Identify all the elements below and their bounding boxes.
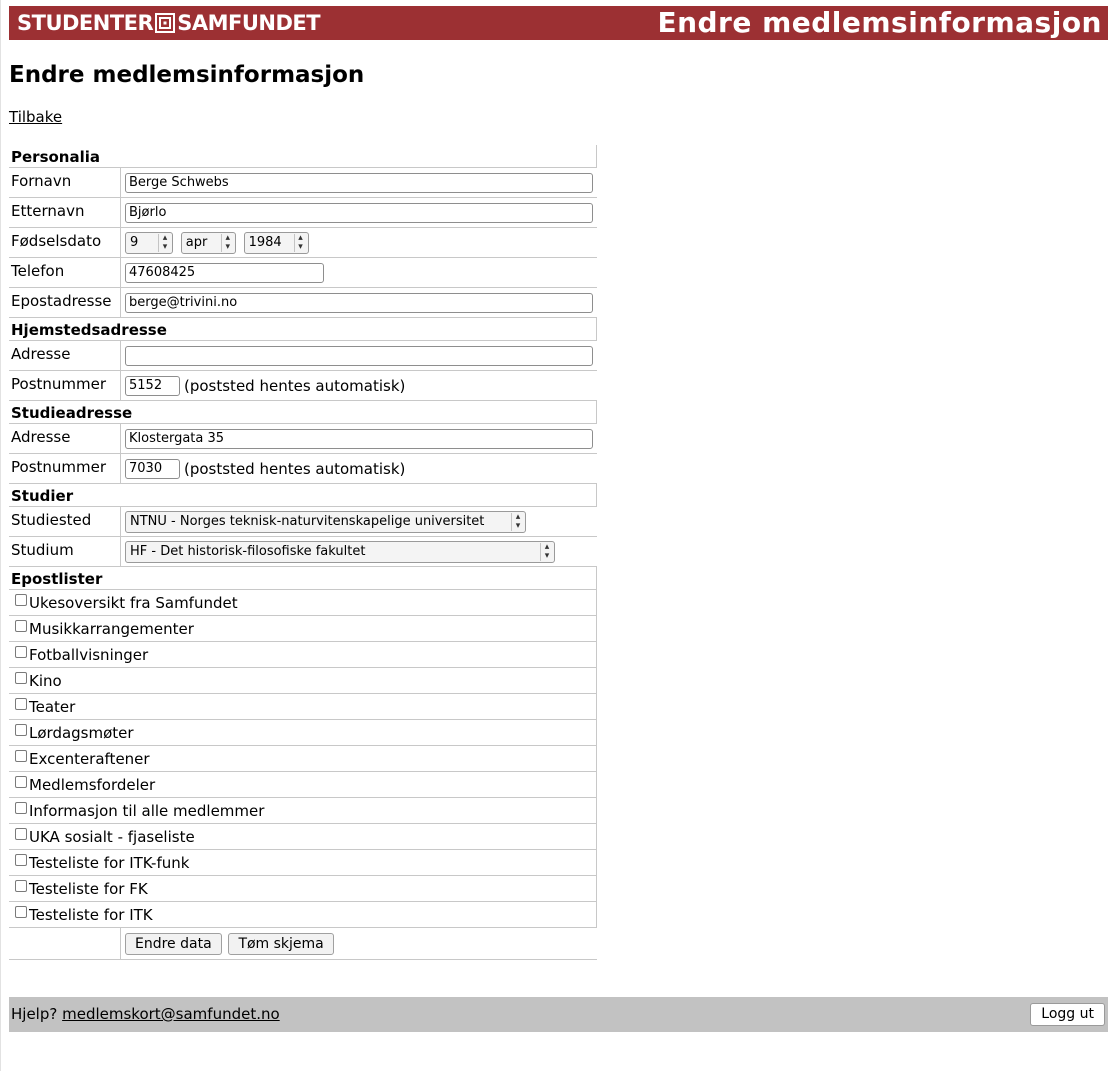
- mailing-list-cell: [9, 616, 597, 642]
- mailing-list-checkbox[interactable]: [15, 802, 27, 814]
- row-fornavn: [9, 168, 597, 198]
- mailing-list-checkbox[interactable]: [15, 646, 27, 658]
- section-studier: [9, 484, 597, 507]
- birth-month-select[interactable]: [181, 232, 236, 254]
- tom-skjema-button[interactable]: Tøm skjema: [228, 933, 333, 955]
- help-prefix: Hjelp?: [11, 1005, 58, 1023]
- field-label: Postnummer: [9, 371, 121, 401]
- select-arrows-icon: ▴ ▾: [158, 234, 170, 252]
- member-form: [9, 145, 597, 960]
- mailing-list-cell: [9, 668, 597, 694]
- field-label: Adresse: [9, 341, 121, 371]
- row-epost: [9, 288, 597, 318]
- select-arrows-icon: ▴ ▾: [540, 543, 552, 561]
- mailing-list-label: Musikkarrangementer: [29, 619, 194, 638]
- field-label: Postnummer: [9, 454, 121, 484]
- field-label: Fødselsdato: [9, 228, 121, 258]
- section-heading: Personalia: [9, 145, 597, 168]
- section-heading: Studier: [9, 484, 597, 507]
- poststed-hint: (poststed hentes automatisk): [184, 376, 406, 395]
- help-text: [11, 1005, 280, 1023]
- mailing-list-row: [9, 720, 597, 746]
- mailing-list-row: [9, 772, 597, 798]
- mailing-list-checkbox[interactable]: [15, 880, 27, 892]
- endre-data-button[interactable]: Endre data: [125, 933, 222, 955]
- row-studium: [9, 537, 597, 567]
- mailing-list-row: [9, 642, 597, 668]
- field-label: Studium: [9, 537, 121, 567]
- mailing-list-checkbox[interactable]: [15, 750, 27, 762]
- mailing-list-row: [9, 694, 597, 720]
- mailing-list-cell: [9, 590, 597, 616]
- mailing-list-checkbox[interactable]: [15, 698, 27, 710]
- select-arrows-icon: ▴ ▾: [511, 513, 523, 531]
- birth-year-value: 1984: [248, 234, 282, 250]
- studie-postnummer-input[interactable]: 7030: [125, 459, 180, 479]
- mailing-list-row: [9, 746, 597, 772]
- studium-select[interactable]: [125, 541, 555, 563]
- mailing-list-group: [9, 590, 597, 928]
- select-arrows-icon: ▴ ▾: [294, 234, 306, 252]
- section-personalia: [9, 145, 597, 168]
- mailing-list-cell: [9, 694, 597, 720]
- row-hjemsted-adresse: [9, 341, 597, 371]
- mailing-list-checkbox[interactable]: [15, 854, 27, 866]
- mailing-list-row: [9, 876, 597, 902]
- mailing-list-label: Kino: [29, 671, 62, 690]
- mailing-list-cell: [9, 850, 597, 876]
- mailing-list-cell: [9, 642, 597, 668]
- mailing-list-cell: [9, 772, 597, 798]
- hjemsted-adresse-input[interactable]: [125, 346, 593, 366]
- footer-bar: [9, 997, 1108, 1032]
- mailing-list-label: Medlemsfordeler: [29, 775, 156, 794]
- header-banner: [9, 6, 1108, 40]
- mailing-list-row: [9, 590, 597, 616]
- section-heading: Studieadresse: [9, 401, 597, 424]
- birth-day-select[interactable]: [125, 232, 173, 254]
- mailing-list-row: [9, 616, 597, 642]
- section-heading: Epostlister: [9, 567, 597, 590]
- mailing-list-label: Informasjon til alle medlemmer: [29, 801, 265, 820]
- row-studie-postnummer: [9, 454, 597, 484]
- mailing-list-cell: [9, 824, 597, 850]
- field-label: Telefon: [9, 258, 121, 288]
- row-hjemsted-postnummer: [9, 371, 597, 401]
- studiested-select[interactable]: [125, 511, 526, 533]
- section-epostlister: [9, 567, 597, 590]
- section-heading: Hjemstedsadresse: [9, 318, 597, 341]
- logo-text-left: STUDENTER: [17, 11, 154, 35]
- mailing-list-label: Ukesoversikt fra Samfundet: [29, 593, 238, 612]
- mailing-list-checkbox[interactable]: [15, 724, 27, 736]
- mailing-list-label: UKA sosialt - fjaseliste: [29, 827, 195, 846]
- section-studieadresse: [9, 401, 597, 424]
- mailing-list-label: Testeliste for ITK: [29, 905, 153, 924]
- poststed-hint: (poststed hentes automatisk): [184, 459, 406, 478]
- samfundet-logo: [17, 11, 320, 35]
- birth-day-value: 9: [130, 234, 139, 250]
- field-label: Studiested: [9, 507, 121, 537]
- mailing-list-cell: [9, 746, 597, 772]
- mailing-list-checkbox[interactable]: [15, 828, 27, 840]
- mailing-list-checkbox[interactable]: [15, 906, 27, 918]
- logo-text-right: SAMFUNDET: [177, 11, 321, 35]
- field-label: Fornavn: [9, 168, 121, 198]
- telefon-input[interactable]: 47608425: [125, 263, 324, 283]
- mailing-list-label: Lørdagsmøter: [29, 723, 134, 742]
- mailing-list-cell: [9, 876, 597, 902]
- select-arrows-icon: ▴ ▾: [221, 234, 233, 252]
- logo-emblem-icon: [155, 13, 175, 33]
- mailing-list-label: Testeliste for ITK-funk: [29, 853, 190, 872]
- mailing-list-label: Fotballvisninger: [29, 645, 149, 664]
- help-email-link[interactable]: medlemskort@samfundet.no: [62, 1005, 280, 1023]
- mailing-list-cell: [9, 798, 597, 824]
- mailing-list-row: [9, 824, 597, 850]
- back-link[interactable]: Tilbake: [9, 108, 63, 126]
- studium-value: HF - Det historisk-filosofiske fakultet: [130, 543, 366, 559]
- logout-button[interactable]: Logg ut: [1030, 1003, 1105, 1026]
- row-studie-adresse: [9, 424, 597, 454]
- field-label: Etternavn: [9, 198, 121, 228]
- field-label: Epostadresse: [9, 288, 121, 318]
- etternavn-input[interactable]: Bjørlo: [125, 203, 593, 223]
- page-left-border: [0, 0, 1, 1071]
- mailing-list-row: [9, 850, 597, 876]
- banner-title: Endre medlemsinformasjon: [657, 6, 1102, 39]
- mailing-list-checkbox[interactable]: [15, 620, 27, 632]
- row-studiested: [9, 507, 597, 537]
- mailing-list-row: [9, 798, 597, 824]
- fornavn-input[interactable]: Berge Schwebs: [125, 173, 593, 193]
- section-hjemsted: [9, 318, 597, 341]
- mailing-list-row: [9, 668, 597, 694]
- birth-month-value: apr: [185, 234, 208, 250]
- row-fodselsdato: [9, 228, 597, 258]
- page-title: Endre medlemsinformasjon: [9, 62, 365, 88]
- hjemsted-postnummer-input[interactable]: 5152: [125, 376, 180, 396]
- birth-year-select[interactable]: [244, 232, 309, 254]
- mailing-list-label: Testeliste for FK: [29, 879, 148, 898]
- mailing-list-label: Excenteraftener: [29, 749, 150, 768]
- mailing-list-row: [9, 902, 597, 928]
- row-etternavn: [9, 198, 597, 228]
- studiested-value: NTNU - Norges teknisk-naturvitenskapelige universitet: [130, 513, 485, 529]
- studie-adresse-input[interactable]: Klostergata 35: [125, 429, 593, 449]
- empty-label: [9, 928, 121, 960]
- mailing-list-cell: [9, 902, 597, 928]
- field-label: Adresse: [9, 424, 121, 454]
- mailing-list-checkbox[interactable]: [15, 594, 27, 606]
- row-buttons: [9, 928, 597, 960]
- epost-input[interactable]: berge@trivini.no: [125, 293, 593, 313]
- row-telefon: [9, 258, 597, 288]
- mailing-list-label: Teater: [29, 697, 76, 716]
- mailing-list-checkbox[interactable]: [15, 672, 27, 684]
- mailing-list-checkbox[interactable]: [15, 776, 27, 788]
- mailing-list-cell: [9, 720, 597, 746]
